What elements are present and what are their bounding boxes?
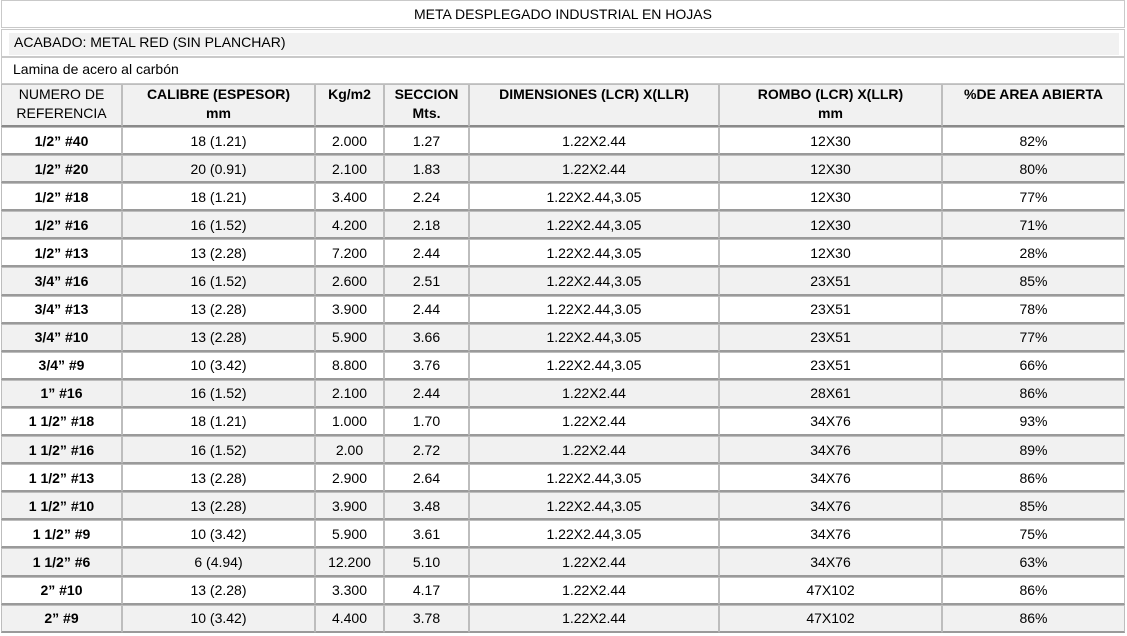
cell-dimensiones: 1.22X2.44,3.05 <box>469 324 719 352</box>
cell-dimensiones: 1.22X2.44 <box>469 380 719 408</box>
cell-rombo: 34X76 <box>719 408 942 436</box>
cell-area: 86% <box>942 577 1125 605</box>
cell-seccion: 2.44 <box>384 296 469 324</box>
table-row <box>1 211 1125 239</box>
cell-area: 89% <box>942 436 1125 464</box>
cell-kg: 3.400 <box>315 183 384 211</box>
table-row <box>1 605 1125 633</box>
cell-calibre: 13 (2.28) <box>122 464 315 492</box>
cell-seccion: 4.17 <box>384 577 469 605</box>
cell-calibre: 10 (3.42) <box>122 520 315 548</box>
cell-dimensiones: 1.22X2.44,3.05 <box>469 492 719 520</box>
header-row <box>1 84 1125 127</box>
cell-ref: 1 1/2” #10 <box>1 492 122 520</box>
cell-dimensiones: 1.22X2.44 <box>469 127 719 155</box>
cell-ref: 1” #16 <box>1 380 122 408</box>
cell-seccion: 3.76 <box>384 352 469 380</box>
cell-calibre: 18 (1.21) <box>122 127 315 155</box>
cell-dimensiones: 1.22X2.44,3.05 <box>469 239 719 267</box>
header-ref: NUMERO DE REFERENCIA <box>1 84 122 127</box>
cell-rombo: 12X30 <box>719 183 942 211</box>
cell-dimensiones: 1.22X2.44,3.05 <box>469 211 719 239</box>
table-row <box>1 183 1125 211</box>
cell-rombo: 12X30 <box>719 155 942 183</box>
product-table <box>1 84 1125 633</box>
cell-kg: 3.300 <box>315 577 384 605</box>
cell-calibre: 18 (1.21) <box>122 408 315 436</box>
cell-ref: 3/4” #9 <box>1 352 122 380</box>
cell-rombo: 28X61 <box>719 380 942 408</box>
cell-area: 82% <box>942 127 1125 155</box>
cell-ref: 1 1/2” #6 <box>1 548 122 576</box>
cell-seccion: 2.44 <box>384 239 469 267</box>
cell-ref: 3/4” #10 <box>1 324 122 352</box>
table-row <box>1 352 1125 380</box>
cell-kg: 4.400 <box>315 605 384 633</box>
cell-ref: 1/2” #20 <box>1 155 122 183</box>
cell-ref: 3/4” #16 <box>1 267 122 295</box>
cell-rombo: 34X76 <box>719 492 942 520</box>
cell-calibre: 20 (0.91) <box>122 155 315 183</box>
cell-calibre: 13 (2.28) <box>122 239 315 267</box>
cell-kg: 1.000 <box>315 408 384 436</box>
cell-calibre: 16 (1.52) <box>122 436 315 464</box>
cell-kg: 2.100 <box>315 380 384 408</box>
cell-rombo: 12X30 <box>719 211 942 239</box>
table-row <box>1 548 1125 576</box>
cell-dimensiones: 1.22X2.44 <box>469 408 719 436</box>
cell-area: 63% <box>942 548 1125 576</box>
sheet-title: META DESPLEGADO INDUSTRIAL EN HOJAS <box>1 0 1125 28</box>
table-row <box>1 267 1125 295</box>
cell-calibre: 13 (2.28) <box>122 577 315 605</box>
table-row <box>1 324 1125 352</box>
table-row <box>1 155 1125 183</box>
cell-rombo: 47X102 <box>719 605 942 633</box>
cell-dimensiones: 1.22X2.44,3.05 <box>469 267 719 295</box>
cell-calibre: 13 (2.28) <box>122 324 315 352</box>
header-rombo: ROMBO (LCR) X(LLR) mm <box>719 84 942 127</box>
table-row <box>1 127 1125 155</box>
cell-area: 85% <box>942 267 1125 295</box>
cell-seccion: 3.48 <box>384 492 469 520</box>
cell-dimensiones: 1.22X2.44,3.05 <box>469 296 719 324</box>
cell-area: 80% <box>942 155 1125 183</box>
cell-area: 86% <box>942 605 1125 633</box>
cell-rombo: 34X76 <box>719 436 942 464</box>
finish-row <box>1 29 1125 57</box>
cell-area: 77% <box>942 324 1125 352</box>
cell-seccion: 2.72 <box>384 436 469 464</box>
cell-seccion: 2.24 <box>384 183 469 211</box>
cell-kg: 2.100 <box>315 155 384 183</box>
cell-seccion: 1.83 <box>384 155 469 183</box>
cell-calibre: 6 (4.94) <box>122 548 315 576</box>
cell-kg: 5.900 <box>315 520 384 548</box>
cell-calibre: 18 (1.21) <box>122 183 315 211</box>
cell-area: 86% <box>942 464 1125 492</box>
header-area: %DE AREA ABIERTA <box>942 84 1125 127</box>
cell-ref: 1/2” #16 <box>1 211 122 239</box>
cell-dimensiones: 1.22X2.44,3.05 <box>469 183 719 211</box>
cell-kg: 5.900 <box>315 324 384 352</box>
cell-rombo: 23X51 <box>719 267 942 295</box>
cell-calibre: 16 (1.52) <box>122 211 315 239</box>
cell-kg: 12.200 <box>315 548 384 576</box>
cell-seccion: 3.78 <box>384 605 469 633</box>
cell-calibre: 16 (1.52) <box>122 380 315 408</box>
cell-rombo: 12X30 <box>719 127 942 155</box>
cell-rombo: 34X76 <box>719 548 942 576</box>
finish-label: ACABADO: METAL RED (SIN PLANCHAR) <box>9 33 1119 55</box>
cell-seccion: 3.61 <box>384 520 469 548</box>
cell-kg: 2.00 <box>315 436 384 464</box>
cell-kg: 7.200 <box>315 239 384 267</box>
table-row <box>1 408 1125 436</box>
cell-ref: 1 1/2” #13 <box>1 464 122 492</box>
cell-seccion: 1.70 <box>384 408 469 436</box>
cell-area: 66% <box>942 352 1125 380</box>
cell-dimensiones: 1.22X2.44,3.05 <box>469 464 719 492</box>
table-row <box>1 436 1125 464</box>
cell-calibre: 10 (3.42) <box>122 605 315 633</box>
cell-kg: 2.000 <box>315 127 384 155</box>
cell-rombo: 12X30 <box>719 239 942 267</box>
cell-dimensiones: 1.22X2.44 <box>469 436 719 464</box>
cell-kg: 2.900 <box>315 464 384 492</box>
cell-rombo: 34X76 <box>719 520 942 548</box>
cell-seccion: 2.64 <box>384 464 469 492</box>
cell-area: 28% <box>942 239 1125 267</box>
cell-rombo: 23X51 <box>719 296 942 324</box>
cell-ref: 1 1/2” #16 <box>1 436 122 464</box>
table-row <box>1 380 1125 408</box>
cell-rombo: 23X51 <box>719 352 942 380</box>
material-label: Lamina de acero al carbón <box>1 57 1125 84</box>
cell-area: 75% <box>942 520 1125 548</box>
cell-calibre: 13 (2.28) <box>122 296 315 324</box>
cell-kg: 4.200 <box>315 211 384 239</box>
cell-rombo: 23X51 <box>719 324 942 352</box>
cell-area: 71% <box>942 211 1125 239</box>
cell-area: 93% <box>942 408 1125 436</box>
cell-ref: 2” #9 <box>1 605 122 633</box>
cell-kg: 3.900 <box>315 296 384 324</box>
cell-seccion: 2.44 <box>384 380 469 408</box>
cell-seccion: 5.10 <box>384 548 469 576</box>
table-row <box>1 577 1125 605</box>
cell-seccion: 1.27 <box>384 127 469 155</box>
table-row <box>1 296 1125 324</box>
cell-dimensiones: 1.22X2.44 <box>469 605 719 633</box>
cell-ref: 3/4” #13 <box>1 296 122 324</box>
header-kg: Kg/m2 <box>315 84 384 127</box>
table-row <box>1 239 1125 267</box>
cell-dimensiones: 1.22X2.44,3.05 <box>469 352 719 380</box>
header-seccion: SECCION Mts. <box>384 84 469 127</box>
cell-area: 78% <box>942 296 1125 324</box>
cell-kg: 3.900 <box>315 492 384 520</box>
cell-calibre: 13 (2.28) <box>122 492 315 520</box>
table-row <box>1 492 1125 520</box>
cell-ref: 1/2” #13 <box>1 239 122 267</box>
cell-seccion: 2.18 <box>384 211 469 239</box>
cell-ref: 2” #10 <box>1 577 122 605</box>
cell-dimensiones: 1.22X2.44 <box>469 548 719 576</box>
cell-ref: 1 1/2” #9 <box>1 520 122 548</box>
header-calibre: CALIBRE (ESPESOR) mm <box>122 84 315 127</box>
cell-seccion: 2.51 <box>384 267 469 295</box>
cell-area: 77% <box>942 183 1125 211</box>
cell-dimensiones: 1.22X2.44 <box>469 155 719 183</box>
cell-ref: 1/2” #40 <box>1 127 122 155</box>
cell-seccion: 3.66 <box>384 324 469 352</box>
cell-area: 86% <box>942 380 1125 408</box>
cell-calibre: 10 (3.42) <box>122 352 315 380</box>
cell-dimensiones: 1.22X2.44 <box>469 577 719 605</box>
cell-ref: 1/2” #18 <box>1 183 122 211</box>
cell-kg: 8.800 <box>315 352 384 380</box>
cell-ref: 1 1/2” #18 <box>1 408 122 436</box>
cell-dimensiones: 1.22X2.44,3.05 <box>469 520 719 548</box>
cell-kg: 2.600 <box>315 267 384 295</box>
cell-rombo: 47X102 <box>719 577 942 605</box>
header-dimensiones: DIMENSIONES (LCR) X(LLR) <box>469 84 719 127</box>
cell-rombo: 34X76 <box>719 464 942 492</box>
cell-calibre: 16 (1.52) <box>122 267 315 295</box>
cell-area: 85% <box>942 492 1125 520</box>
table-row <box>1 520 1125 548</box>
table-row <box>1 464 1125 492</box>
